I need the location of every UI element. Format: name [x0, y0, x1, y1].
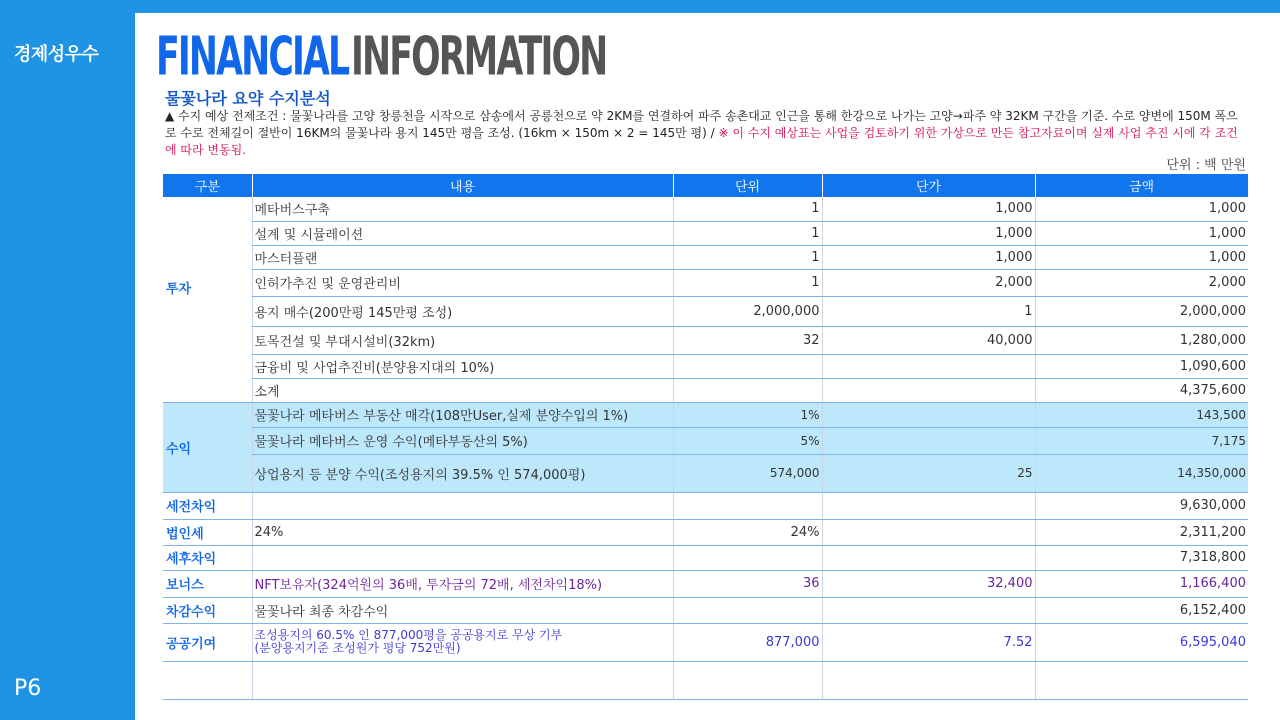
aftertax-row — [163, 545, 1248, 570]
row-content: 인허가추진 및 운영관리비 — [252, 269, 673, 296]
row-content: 메타버스구축 — [252, 197, 673, 221]
category-aftertax: 세후차익 — [163, 545, 252, 570]
assumptions-main: ▲ 수지 예상 전제조건 : 물꽃나라를 고양 창릉천을 시작으로 삼송에서 공릉천으로 약 2KM를 연결하여 파주 송촌대교 인근을 통해 한강으로 나가는 고양→파주 약 32KM 구간을 기준. 수로 양변에 150M 폭으로 수로 전체길이 절반이 16KM의 물꽃나라 용지 145만 평을 조성. (16km × 150m × 2 = 145만 평) / — [165, 109, 1238, 140]
bonus-amount: 1,166,400 — [1035, 570, 1248, 597]
table-row — [163, 245, 1248, 269]
row-amount: 2,000 — [1035, 269, 1248, 296]
row-unit: 1 — [673, 197, 822, 221]
table-row — [163, 427, 1248, 454]
sidebar-section-label: 경제성우수 — [14, 44, 99, 65]
net-content: 물꽃나라 최종 차감수익 — [252, 597, 673, 623]
page-number: P6 — [14, 676, 42, 701]
row-amount: 143,500 — [1035, 402, 1248, 427]
tax-amount: 2,311,200 — [1035, 519, 1248, 545]
row-unit: 2,000,000 — [673, 296, 822, 326]
net-row — [163, 597, 1248, 623]
row-content: 토목건설 및 부대시설비(32km) — [252, 326, 673, 354]
row-unit: 1 — [673, 221, 822, 245]
tax-row — [163, 519, 1248, 545]
row-amount: 1,000 — [1035, 197, 1248, 221]
row-price: 1,000 — [822, 221, 1035, 245]
col-header-amount: 금액 — [1035, 174, 1248, 197]
sidebar — [0, 0, 135, 720]
category-invest: 투자 — [166, 282, 192, 297]
table-row — [163, 454, 1248, 492]
category-net: 차감수익 — [163, 597, 252, 623]
subtotal-category — [163, 378, 252, 402]
row-price — [822, 402, 1035, 427]
subtotal-label: 소계 — [252, 378, 673, 402]
row-amount: 7,175 — [1035, 427, 1248, 454]
public-price: 7.52 — [822, 623, 1035, 661]
row-amount: 2,000,000 — [1035, 296, 1248, 326]
category-bonus: 보너스 — [163, 570, 252, 597]
bonus-row — [163, 570, 1248, 597]
row-price: 1,000 — [822, 245, 1035, 269]
heading-word-information: INFORMATION — [351, 26, 607, 88]
row-price: 1 — [822, 296, 1035, 326]
row-amount: 1,000 — [1035, 245, 1248, 269]
table-row — [163, 221, 1248, 245]
page-heading — [156, 26, 763, 86]
row-unit: 1 — [673, 269, 822, 296]
financial-table — [163, 174, 1249, 700]
row-content: 물꽃나라 메타버스 부동산 매각(108만User,실제 분양수입의 1%) — [252, 402, 673, 427]
row-unit: 5% — [673, 427, 822, 454]
row-price — [822, 427, 1035, 454]
bonus-price: 32,400 — [822, 570, 1035, 597]
col-header-content: 내용 — [252, 174, 673, 197]
assumptions-text — [165, 108, 1245, 159]
unit-label: 단위 : 백 만원 — [1166, 158, 1246, 173]
table-row — [163, 296, 1248, 326]
row-amount: 14,350,000 — [1035, 454, 1248, 492]
row-price: 2,000 — [822, 269, 1035, 296]
table-header-row — [163, 174, 1248, 197]
public-row — [163, 623, 1248, 661]
row-price: 40,000 — [822, 326, 1035, 354]
public-amount: 6,595,040 — [1035, 623, 1248, 661]
row-price: 25 — [822, 454, 1035, 492]
row-price: 1,000 — [822, 197, 1035, 221]
tax-content: 24% — [252, 519, 673, 545]
row-unit — [673, 354, 822, 378]
category-public: 공공기여 — [163, 623, 252, 661]
category-pretax: 세전차익 — [163, 492, 252, 519]
col-header-unit: 단위 — [673, 174, 822, 197]
row-content: 상업용지 등 분양 수익(조성용지의 39.5% 인 574,000평) — [252, 454, 673, 492]
row-content: 물꽃나라 메타버스 운영 수익(메타부동산의 5%) — [252, 427, 673, 454]
page-subtitle: 물꽃나라 요약 수지분석 — [165, 89, 331, 108]
heading-word-financial: FINANCIAL — [156, 26, 349, 88]
empty-row — [163, 661, 1248, 699]
subtotal-row — [163, 378, 1248, 402]
public-content-line2: (분양용지기준 조성원가 평당 752만원) — [254, 641, 461, 655]
row-unit: 1 — [673, 245, 822, 269]
table-row — [163, 326, 1248, 354]
pretax-row — [163, 492, 1248, 519]
subtotal-amount: 4,375,600 — [1035, 378, 1248, 402]
row-content: 금융비 및 사업추진비(분양용지대의 10%) — [252, 354, 673, 378]
top-accent-bar — [135, 0, 1280, 13]
row-content: 마스터플랜 — [252, 245, 673, 269]
col-header-category: 구분 — [163, 174, 252, 197]
public-content-line1: 조성용지의 60.5% 인 877,000평을 공공용지로 무상 기부 — [254, 628, 563, 642]
row-price — [822, 354, 1035, 378]
tax-unit: 24% — [673, 519, 822, 545]
category-revenue: 수익 — [163, 402, 252, 492]
table-row — [163, 197, 1248, 221]
row-amount: 1,280,000 — [1035, 326, 1248, 354]
pretax-amount: 9,630,000 — [1035, 492, 1248, 519]
row-unit: 1% — [673, 402, 822, 427]
bonus-content: NFT보유자(324억원의 36배, 투자금의 72배, 세전차익18%) — [252, 570, 673, 597]
table-row — [163, 354, 1248, 378]
col-header-price: 단가 — [822, 174, 1035, 197]
bonus-unit: 36 — [673, 570, 822, 597]
public-content — [252, 623, 673, 661]
row-content: 설계 및 시뮬레이션 — [252, 221, 673, 245]
row-amount: 1,000 — [1035, 221, 1248, 245]
table-row — [163, 269, 1248, 296]
row-amount: 1,090,600 — [1035, 354, 1248, 378]
row-unit: 32 — [673, 326, 822, 354]
net-amount: 6,152,400 — [1035, 597, 1248, 623]
row-unit: 574,000 — [673, 454, 822, 492]
disclaimer-note: ※ 이 수지 예상표는 사업을 검토하기 위한 가상으로 만든 참고자료이며 실제 사업 추진 시에 각 조건에 따라 변동됨. — [165, 126, 1238, 157]
category-tax: 법인세 — [163, 519, 252, 545]
row-content: 용지 매수(200만평 145만평 조성) — [252, 296, 673, 326]
public-unit: 877,000 — [673, 623, 822, 661]
table-row — [163, 402, 1248, 427]
aftertax-amount: 7,318,800 — [1035, 545, 1248, 570]
